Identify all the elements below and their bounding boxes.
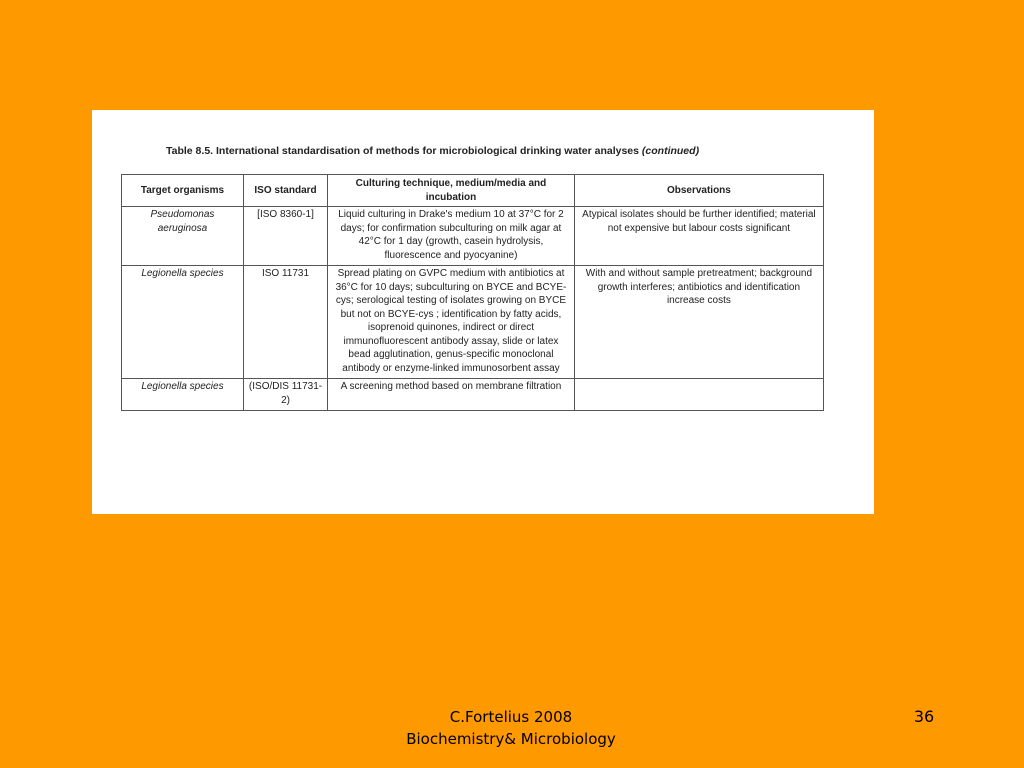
table-caption [166, 145, 699, 157]
cell-organism: Legionella species [122, 266, 244, 379]
table-caption-suffix: (continued) [641, 145, 700, 157]
standards-table [121, 174, 824, 411]
page-number: 36 [913, 707, 935, 726]
cell-iso-standard: (ISO/DIS 11731-2) [243, 379, 327, 411]
header-observations: Observations [574, 175, 823, 207]
header-iso-standard: ISO standard [243, 175, 327, 207]
table-image-panel [92, 110, 874, 514]
cell-technique: Liquid culturing in Drake's medium 10 at 37°C for 2 days; for confirmation subculturing on milk agar at 42°C for 1 day (growth, casein hydrolysis, fluorescence and pyocyanine) [328, 207, 575, 266]
cell-iso-standard: ISO 11731 [243, 266, 327, 379]
cell-technique: Spread plating on GVPC medium with antibiotics at 36°C for 10 days; subculturing on BYCE and BCYE-cys; serological testing of isolates growing on BYCE but not on BCYE-cys ; identification by fatty acids, isoprenoid quinones, indirect or direct immunofluorescent antibody assay, slide or latex bead agglutination, genus-specific monoclonal antibody or enzyme-linked immunosorbent assay [328, 266, 575, 379]
table-header-row [122, 175, 824, 207]
header-culturing-technique: Culturing technique, medium/media and incubation [328, 175, 575, 207]
table-caption-main: Table 8.5. International standardisation of methods for microbiological drinking water analyses [166, 145, 642, 157]
header-target-organisms: Target organisms [122, 175, 244, 207]
table-row [122, 266, 824, 379]
table-row [122, 379, 824, 411]
table-row [122, 207, 824, 266]
cell-organism: Legionella species [122, 379, 244, 411]
cell-observations: With and without sample pretreatment; background growth interferes; antibiotics and identification increase costs [574, 266, 823, 379]
footer-course: Biochemistry& Microbiology [406, 730, 616, 748]
footer-author: C.Fortelius 2008 [449, 708, 573, 726]
cell-organism: Pseudomonas aeruginosa [122, 207, 244, 266]
footer-credit [380, 706, 642, 750]
cell-iso-standard: [ISO 8360-1] [243, 207, 327, 266]
cell-observations: Atypical isolates should be further identified; material not expensive but labour costs significant [574, 207, 823, 266]
cell-observations [574, 379, 823, 411]
cell-technique: A screening method based on membrane filtration [328, 379, 575, 411]
